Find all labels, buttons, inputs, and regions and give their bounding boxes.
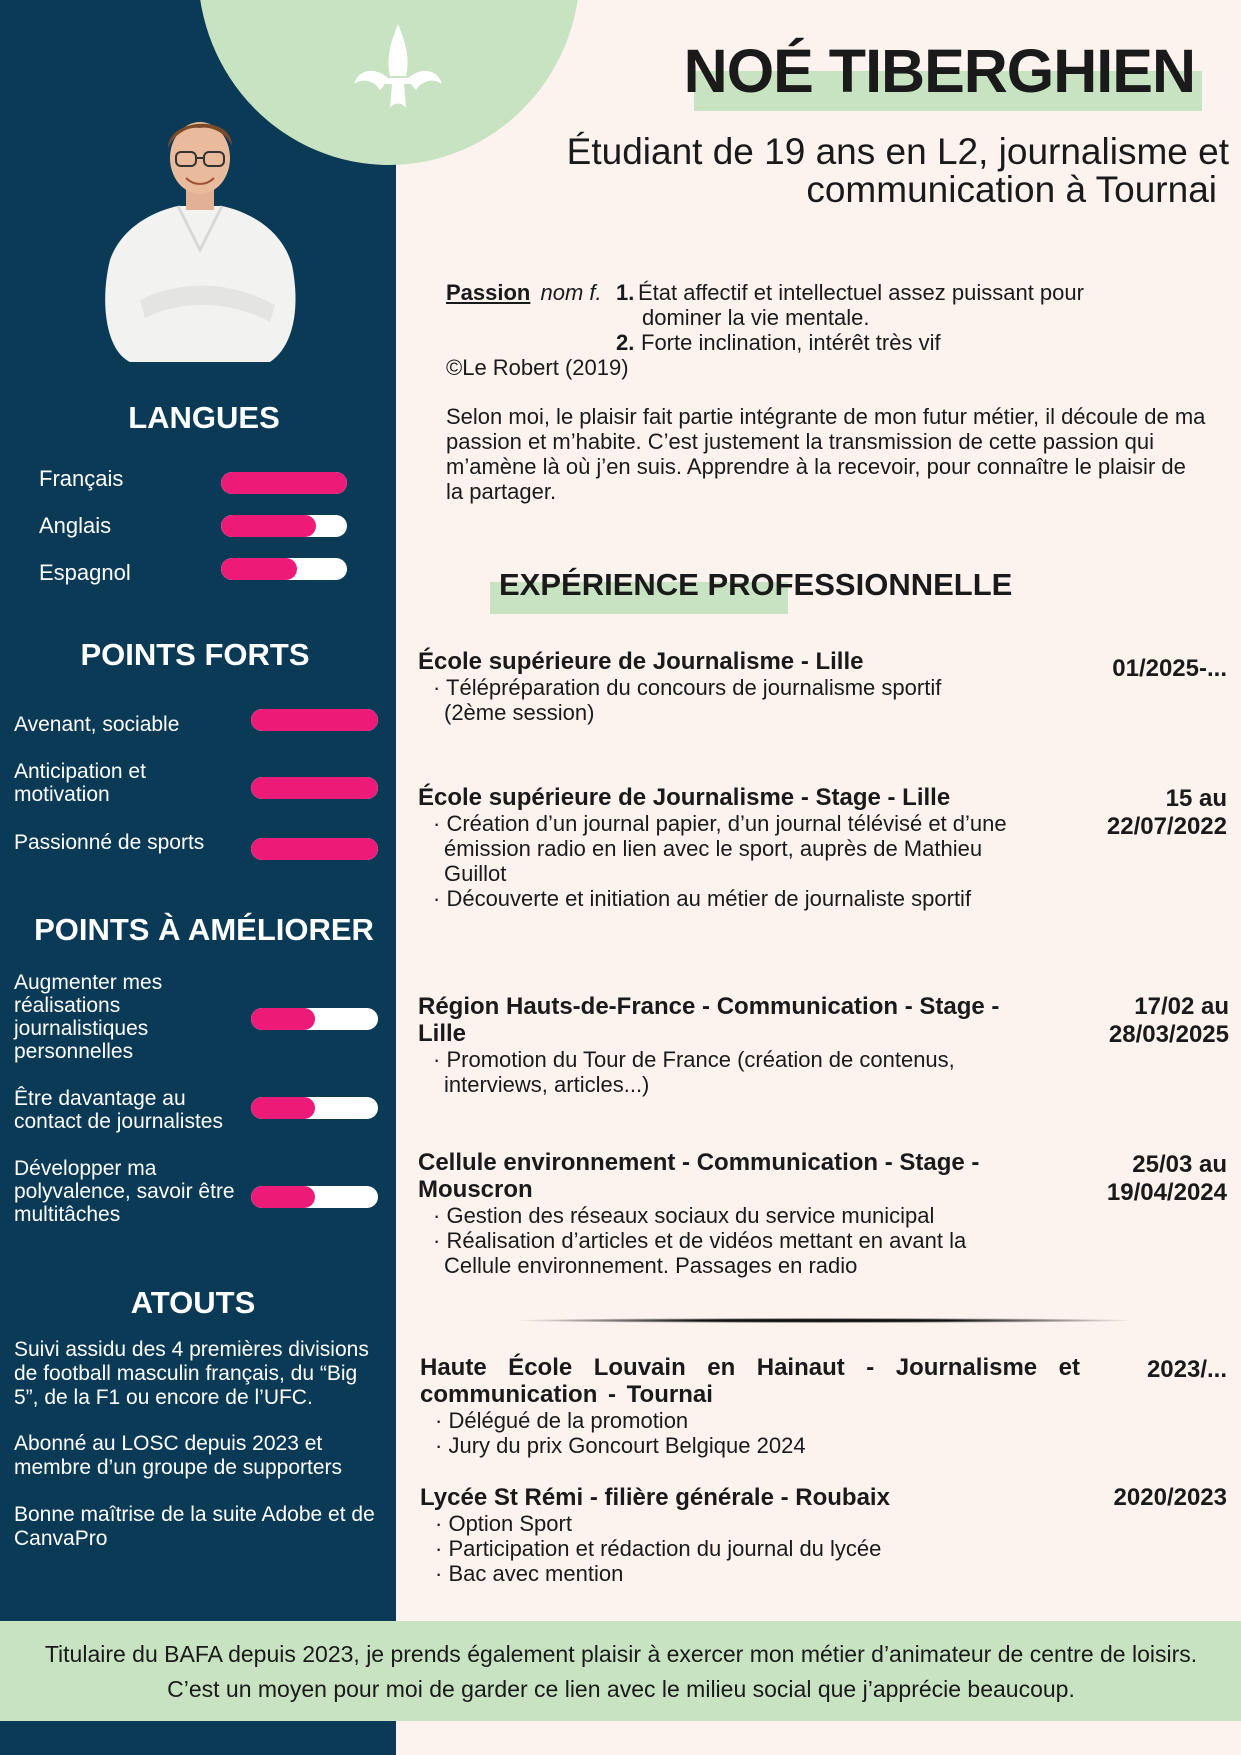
experience-date: 01/2025-... [1112,655,1227,682]
experience-item-text: Création d’un journal papier, d’un journal télévisé et d’une émission radio en lien avec le sport, auprès de Mathieu Guillot [444,811,1007,886]
atouts-heading: ATOUTS [130,1285,256,1320]
education-entry [420,1484,1020,1586]
atout-text: Suivi assidu des 4 premières divisions de football masculin français, du “Big 5”, de la F1 ou encore de l’UFC. [14,1338,369,1409]
point-ameliorer-label: Être davantage au contact de journalistes [14,1087,223,1133]
atout-text: Abonné au LOSC depuis 2023 et membre d’un groupe de supporters [14,1432,343,1479]
langues-heading: LANGUES [128,400,280,435]
education-item: · Jury du prix Goncourt Belgique 2024 [435,1433,806,1458]
point-fort-bar [251,838,378,860]
experience-date: 17/02 au 28/03/2025 [1108,993,1229,1048]
education-item: · Délégué de la promotion [435,1408,689,1433]
education-item-text: Bac avec mention [448,1561,624,1586]
point-ameliorer-label: Développer ma polyvalence, savoir être multitâches [14,1157,235,1226]
experience-item: · Télépréparation du concours de journalisme sportif (2ème session) [433,675,942,725]
points-ameliorer-heading: POINTS À AMÉLIORER [34,912,374,947]
langue-bar [221,515,347,537]
definition-sense: Forte inclination, intérêt très vif [641,330,941,355]
definition-sense: État affectif et intellectuel assez puissant pour [638,280,1084,305]
atout-text: Bonne maîtrise de la suite Adobe et de CanvaPro [14,1503,375,1550]
experience-item: · Création d’un journal papier, d’un journal télévisé et d’une émission radio en lien avec le sport, auprès de Mathieu Guillot [433,811,1007,886]
langue-bar [221,558,347,580]
experience-date: 15 au 22/07/2022 [1106,785,1227,840]
definition-sense: dominer la vie mentale. [642,305,870,330]
education-item: · Participation et rédaction du journal du lycée [435,1536,882,1561]
education-item-text: Jury du prix Goncourt Belgique 2024 [448,1433,806,1458]
experience-entry [418,784,1018,911]
education-title: Haute École Louvain en Hainaut - Journalisme et communication - Tournai [420,1354,1080,1408]
langue-bar [221,472,347,494]
point-ameliorer-label: Augmenter mes réalisations journalistiques personnelles [14,971,163,1063]
point-fort-label: Avenant, sociable [14,713,180,736]
experience-heading: EXPÉRIENCE PROFESSIONNELLE [499,567,1013,602]
definition-number: 2. [616,330,635,355]
definition-type: nom f. [540,280,602,305]
experience-item: · Gestion des réseaux sociaux du service municipal [433,1203,935,1228]
experience-entry [418,648,1008,725]
subtitle-line: communication à Tournai [806,169,1217,210]
subtitle [469,133,1229,209]
education-item: · Option Sport [435,1511,572,1536]
experience-entry [418,1149,1038,1278]
profile-photo [100,100,300,362]
footer-text: Titulaire du BAFA depuis 2023, je prends également plaisir à exercer mon métier d’animateur de centre de loisirs. C’est un moyen pour moi de garder ce lien avec le milieu social que j’apprécie beaucoup. [44,1641,1198,1702]
langue-label: Espagnol [39,560,131,585]
page-title: NOÉ TIBERGHIEN [683,37,1195,105]
experience-item-text: Gestion des réseaux sociaux du service municipal [446,1203,935,1228]
education-title: Lycée St Rémi - filière générale - Roubaix [420,1484,890,1511]
experience-entry [418,993,1018,1097]
experience-item: · Réalisation d’articles et de vidéos mettant en avant la Cellule environnement. Passages en radio [433,1228,967,1278]
education-item-text: Option Sport [448,1511,572,1536]
point-ameliorer-bar [251,1186,378,1208]
experience-item-text: Promotion du Tour de France (création de contenus, interviews, articles...) [444,1047,955,1097]
experience-title: École supérieure de Journalisme - Stage - Lille [418,784,951,811]
experience-item-text: Découverte et initiation au métier de journaliste sportif [446,886,972,911]
definition-source: ©Le Robert (2019) [446,355,629,380]
fleur-de-lis-icon [350,22,446,114]
point-fort-label: Anticipation et motivation [14,760,146,806]
definition-number: 1. [616,280,635,305]
langue-label: Français [39,466,124,491]
experience-item: · Découverte et initiation au métier de journaliste sportif [433,886,972,911]
education-entry [420,1354,1080,1458]
subtitle-line: Étudiant de 19 ans en L2, journalisme et [566,131,1229,172]
langue-label: Anglais [39,513,112,538]
education-date: 2023/... [1146,1356,1227,1383]
definition-headword [446,280,602,306]
experience-title: Cellule environnement - Communication - Stage - Mouscron [418,1149,980,1203]
experience-item-text: Télépréparation du concours de journalisme sportif (2ème session) [444,675,942,725]
experience-date: 25/03 au 19/04/2024 [1106,1151,1227,1206]
experience-item-text: Réalisation d’articles et de vidéos mettant en avant la Cellule environnement. Passages en radio [444,1228,967,1278]
definition-word: Passion [446,280,531,305]
points-forts-heading: POINTS FORTS [80,637,310,672]
point-fort-bar [251,777,378,799]
education-item-text: Délégué de la promotion [448,1408,689,1433]
point-ameliorer-bar [251,1008,378,1030]
intro-paragraph: Selon moi, le plaisir fait partie intégrante de mon futur métier, il découle de ma passion et m’habite. C’est justement la transmission de cette passion qui m’amène là où j’en suis. Apprendre à la recevoir, pour connaître le plaisir de la partager. [446,404,1206,504]
point-ameliorer-bar [251,1097,378,1119]
experience-title: Région Hauts-de-France - Communication - Stage - Lille [418,993,1000,1047]
point-fort-label: Passionné de sports [14,831,205,854]
point-fort-bar [251,709,378,731]
experience-title: École supérieure de Journalisme - Lille [418,648,864,675]
education-item-text: Participation et rédaction du journal du lycée [448,1536,882,1561]
education-date: 2020/2023 [1113,1484,1227,1511]
experience-item: · Promotion du Tour de France (création de contenus, interviews, articles...) [433,1047,955,1097]
divider [520,1318,1130,1323]
education-item: · Bac avec mention [435,1561,624,1586]
